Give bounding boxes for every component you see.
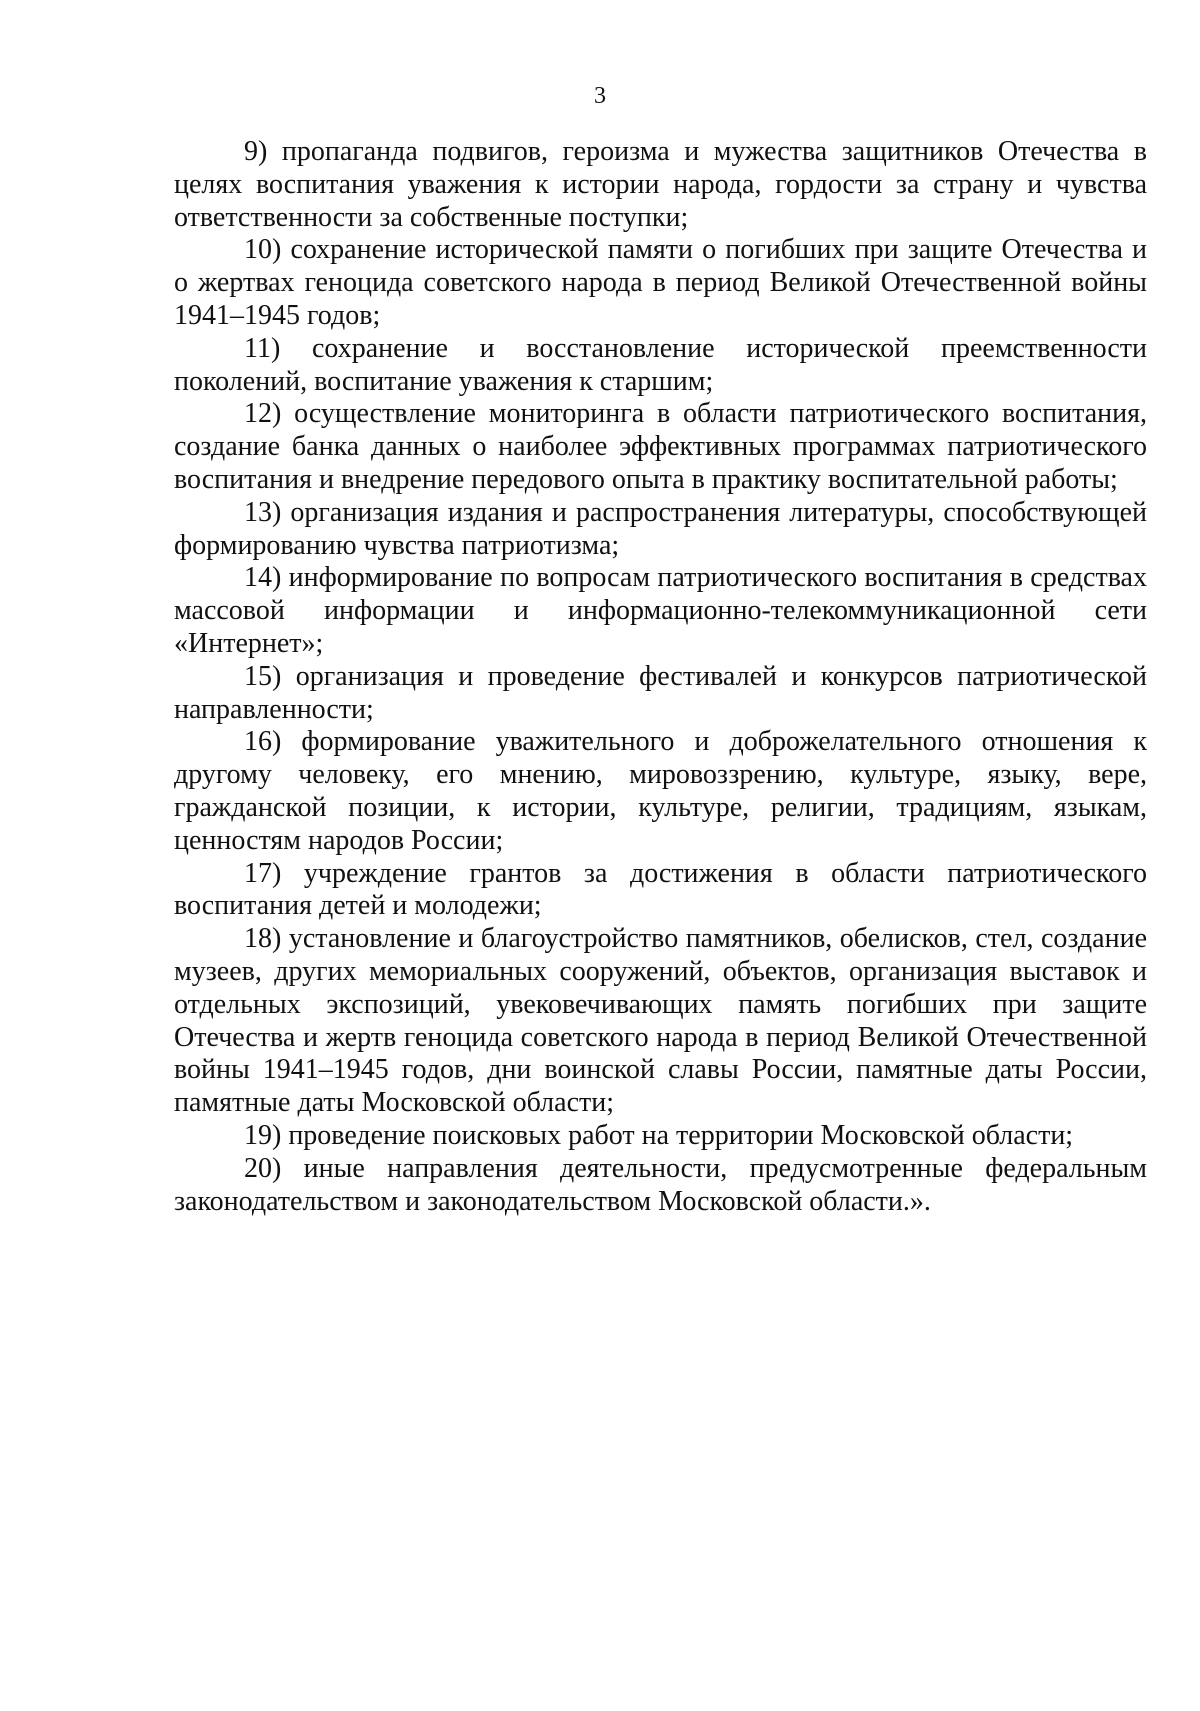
list-item-14: 14) информирование по вопросам патриотического воспитания в средствах массовой информации и информационно-телекоммуникационной сети «Интернет»; (174, 562, 1147, 659)
list-item-19: 19) проведение поисковых работ на территории Московской области; (244, 1119, 1074, 1151)
list-item-12: 12) осуществление мониторинга в области патриотического воспитания, создание банка данных о наиболее эффективных программах патриотического воспитания и внедрение передового опыта в практику воспитательной работы; (174, 398, 1147, 495)
list-item-9: 9) пропаганда подвигов, героизма и мужества защитников Отечества в целях воспитания уважения к истории народа, гордости за страну и чувства ответственности за собственные поступки; (174, 136, 1147, 233)
list-item-16: 16) формирование уважительного и доброжелательного отношения к другому человеку, его мнению, мировоззрению, культуре, языку, вере, гражданской позиции, к истории, культуре, религии, традициям, языкам, ценностям народов России; (174, 726, 1147, 856)
document-body (174, 136, 1147, 1218)
list-item-13: 13) организация издания и распространения литературы, способствующей формированию чувства патриотизма; (174, 496, 1147, 561)
list-item-11: 11) сохранение и восстановление исторической преемственности поколений, воспитание уважения к старшим; (174, 332, 1147, 397)
list-item-18: 18) установление и благоустройство памятников, обелисков, стел, создание музеев, других мемориальных сооружений, объектов, организация выставок и отдельных экспозиций, увековечивающих память погибших при защите Отечества и жертв геноцида советского народа в период Великой Отечественной войны 1941–1945 годов, дни воинской славы России, памятные даты России, памятные даты Московской области; (174, 923, 1147, 1119)
page-number: 3 (594, 83, 606, 109)
list-item-15: 15) организация и проведение фестивалей и конкурсов патриотической направленности; (174, 660, 1147, 725)
list-item-10: 10) сохранение исторической памяти о погибших при защите Отечества и о жертвах геноцида советского народа в период Великой Отечественной войны 1941–1945 годов; (174, 234, 1147, 331)
list-item-17: 17) учреждение грантов за достижения в области патриотического воспитания детей и молодежи; (174, 857, 1147, 922)
list-item-20: 20) иные направления деятельности, предусмотренные федеральным законодательством и законодательством Московской области.». (174, 1152, 1147, 1217)
